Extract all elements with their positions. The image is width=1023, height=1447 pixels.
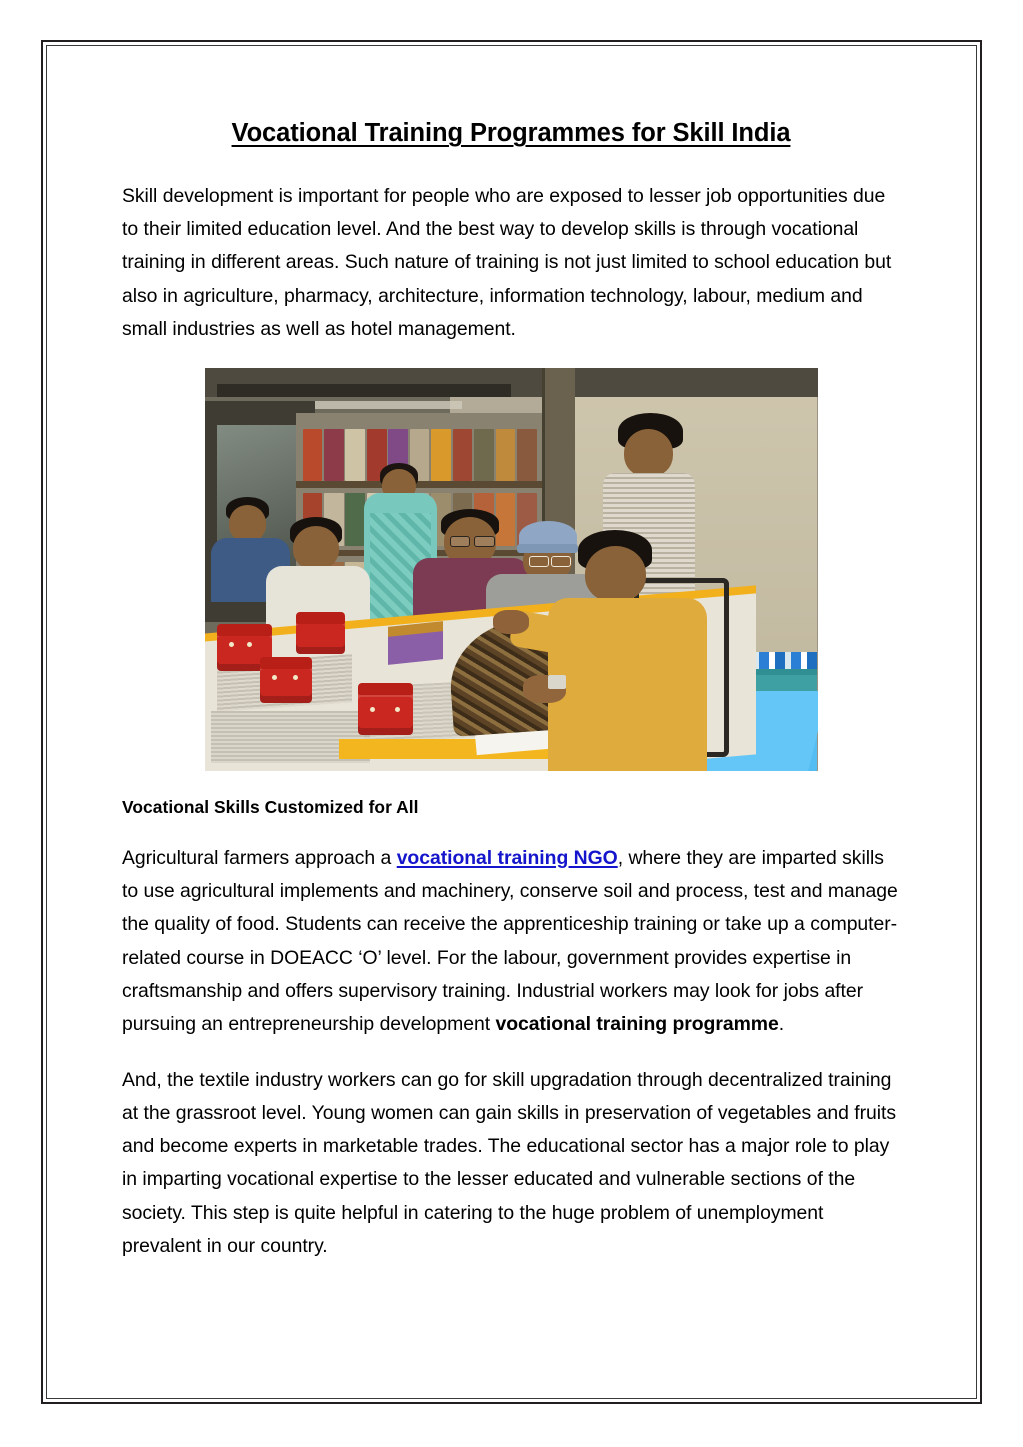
photo-ceiling-beam	[217, 384, 511, 396]
paragraph-link-prefix: Agricultural farmers approach a	[122, 846, 397, 869]
photo-dye-tin-lid	[358, 683, 413, 695]
photo-person-head	[585, 546, 646, 602]
photo-shelf-board	[296, 481, 541, 487]
paragraph-intro: Skill development is important for people who are exposed to lesser job opportunities due to their limited education level. And the best way to develop skills is through vocational training in different areas. Such nature of training is not just limited to school education but also in agriculture, pharmacy, architecture, information technology, labour, medium and small industries as well as hotel management.	[122, 184, 892, 341]
paragraph-with-link	[122, 842, 900, 1042]
photo-dye-tin-lid	[296, 612, 345, 624]
photo-fabric-bolt	[345, 493, 365, 545]
photo-eyeglasses	[551, 556, 570, 567]
paragraph-closing: And, the textile industry workers can go for skill upgradation through decentralized training at the grassroot level. Young women can gain skills in preservation of vegetables and fruits and become experts in marketable trades. The educational sector has a major role to play in imparting vocational expertise to the lesser educated and vulnerable sections of the society. This step is quite helpful in catering to the huge problem of unemployment prevalent in our country.	[122, 1068, 896, 1257]
photo-eyeglasses	[474, 536, 494, 548]
page-title-text: Vocational Training Programmes for Skill India	[231, 119, 791, 147]
paragraph-bold-phrase: vocational training programme	[495, 1013, 779, 1036]
photo-fabric-bolt	[496, 493, 516, 545]
section-heading: Vocational Skills Customized for All	[122, 797, 419, 818]
photo-fabric-bolt	[517, 429, 537, 481]
photo-fabric-bolt	[431, 429, 451, 481]
photo-container	[122, 368, 900, 771]
photo-dye-tin-dot	[272, 675, 277, 680]
photo-dye-tin-dot	[370, 707, 375, 712]
photo-dye-tin	[260, 663, 312, 703]
page-title	[122, 118, 900, 150]
photo-fabric-bolt	[474, 429, 494, 481]
photo-dye-tin-lid	[217, 624, 272, 636]
photo-dye-tin-lid	[260, 657, 312, 669]
document-content	[122, 118, 900, 1285]
paragraph-trailing-period: .	[778, 1013, 785, 1036]
photo-person-head	[229, 505, 266, 541]
photo-person-head	[624, 429, 673, 477]
workshop-photo	[205, 368, 818, 771]
photo-fabric-bolt	[453, 429, 473, 481]
vocational-training-ngo-link[interactable]: vocational training NGO	[396, 846, 618, 869]
photo-dye-tin-dot	[395, 707, 400, 712]
photo-person-cap-brim	[517, 544, 578, 554]
photo-fabric-bolt	[303, 429, 323, 481]
photo-person-hand	[493, 610, 530, 634]
photo-wristwatch	[548, 675, 566, 689]
photo-fabric-bolt	[496, 429, 516, 481]
photo-fabric-bolt	[324, 429, 344, 481]
photo-dye-tin	[358, 691, 413, 735]
photo-person-head	[293, 526, 339, 570]
paragraph-link-suffix: , where they are imparted skills to use agricultural implements and machinery, conserve soil and process, test and manage the quality of food. Students can receive the apprenticeship training or take up a computer-related course in DOEACC ‘O’ level. For the labour, government provides expertise in craftsmanship and offers supervisory training. Industrial workers may look for jobs after pursuing an entrepreneurship development	[122, 846, 898, 1036]
photo-fabric-bolt	[345, 429, 365, 481]
photo-eyeglasses	[529, 556, 548, 567]
photo-eyeglasses	[450, 536, 470, 548]
